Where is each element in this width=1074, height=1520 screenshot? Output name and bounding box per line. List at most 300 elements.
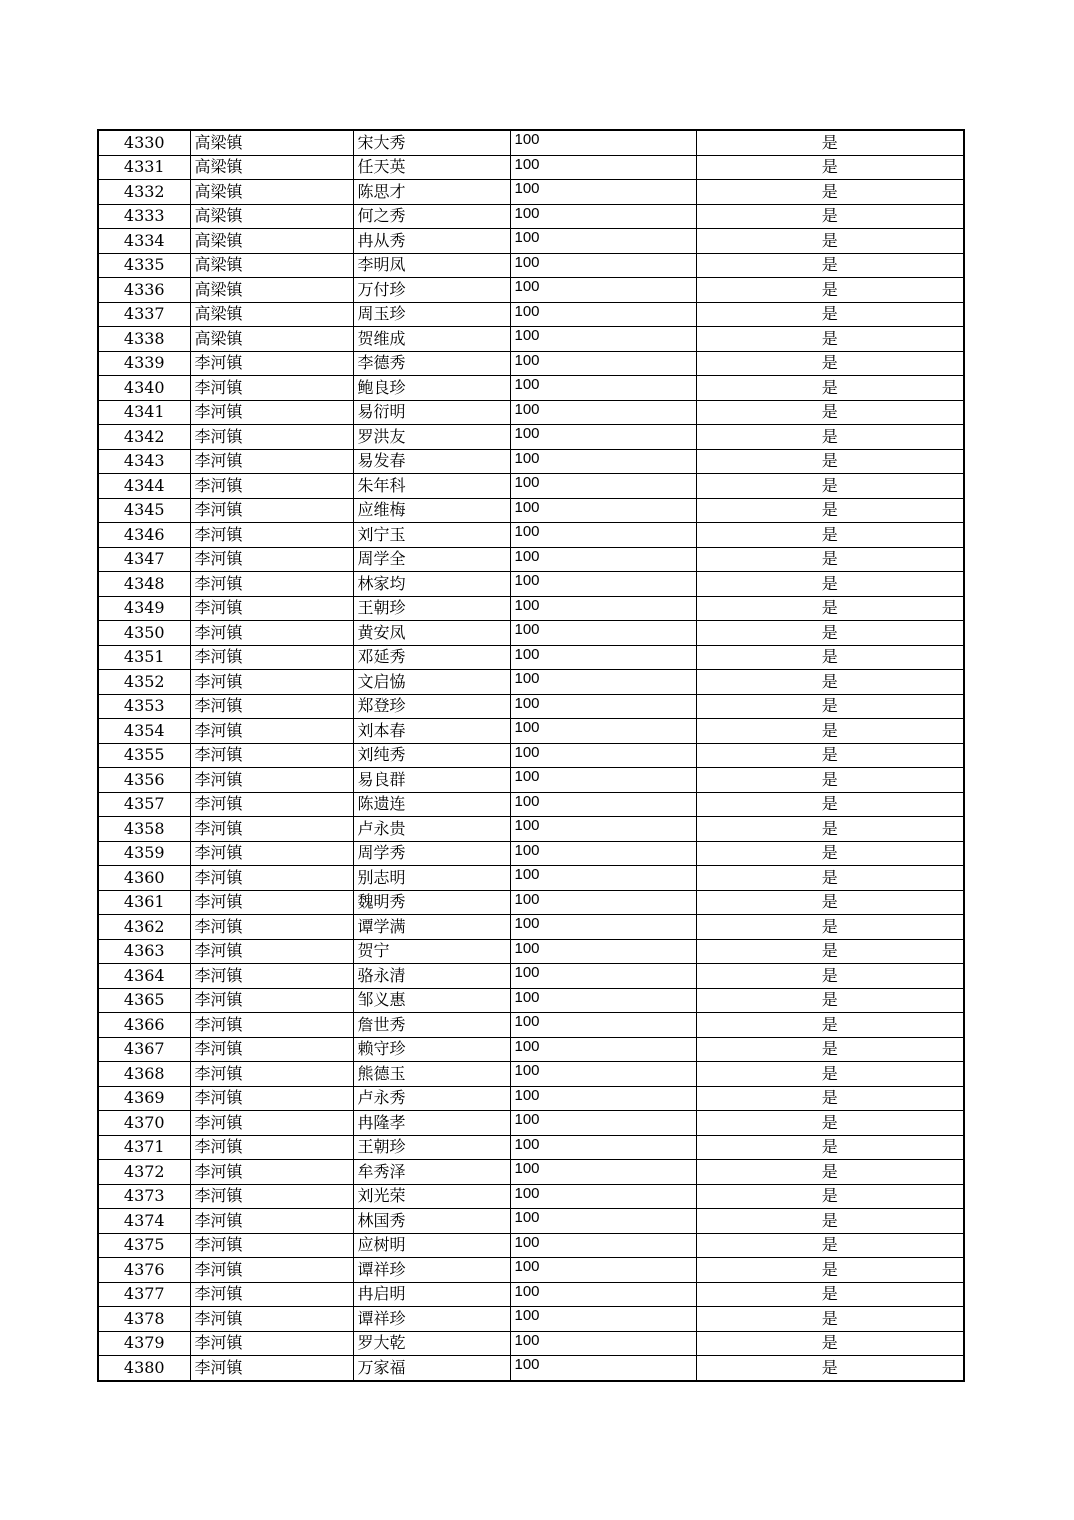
person-name-cell: 冉从秀 [353,229,510,254]
status-flag-cell: 是 [696,376,964,401]
amount-cell: 100 [510,988,696,1013]
person-name-cell: 周玉珍 [353,302,510,327]
amount-cell: 100 [510,572,696,597]
amount-cell: 100 [510,229,696,254]
town-cell: 李河镇 [190,988,353,1013]
person-name-cell: 骆永清 [353,964,510,989]
table-row [98,1233,964,1258]
row-number-cell: 4352 [98,670,190,695]
town-cell: 高梁镇 [190,180,353,205]
town-cell: 李河镇 [190,498,353,523]
status-flag-cell: 是 [696,229,964,254]
town-cell: 李河镇 [190,596,353,621]
row-number-cell: 4349 [98,596,190,621]
person-name-cell: 林家均 [353,572,510,597]
person-name-cell: 易衍明 [353,400,510,425]
town-cell: 李河镇 [190,792,353,817]
amount-cell: 100 [510,400,696,425]
table-row [98,817,964,842]
amount-cell: 100 [510,1258,696,1283]
row-number-cell: 4367 [98,1037,190,1062]
town-cell: 李河镇 [190,841,353,866]
row-number-cell: 4331 [98,155,190,180]
town-cell: 李河镇 [190,670,353,695]
table-row [98,204,964,229]
town-cell: 高梁镇 [190,253,353,278]
status-flag-cell: 是 [696,792,964,817]
person-name-cell: 谭学满 [353,915,510,940]
person-name-cell: 王朝珍 [353,596,510,621]
town-cell: 李河镇 [190,719,353,744]
table-row [98,547,964,572]
person-name-cell: 黄安凤 [353,621,510,646]
amount-cell: 100 [510,474,696,499]
town-cell: 李河镇 [190,376,353,401]
row-number-cell: 4374 [98,1209,190,1234]
row-number-cell: 4354 [98,719,190,744]
row-number-cell: 4372 [98,1160,190,1185]
row-number-cell: 4351 [98,645,190,670]
row-number-cell: 4369 [98,1086,190,1111]
amount-cell: 100 [510,1062,696,1087]
row-number-cell: 4366 [98,1013,190,1038]
status-flag-cell: 是 [696,890,964,915]
town-cell: 李河镇 [190,915,353,940]
status-flag-cell: 是 [696,1307,964,1332]
amount-cell: 100 [510,1013,696,1038]
town-cell: 李河镇 [190,743,353,768]
table-row [98,1013,964,1038]
town-cell: 李河镇 [190,964,353,989]
town-cell: 李河镇 [190,523,353,548]
status-flag-cell: 是 [696,130,964,155]
town-cell: 李河镇 [190,866,353,891]
row-number-cell: 4356 [98,768,190,793]
person-name-cell: 冉启明 [353,1282,510,1307]
town-cell: 李河镇 [190,890,353,915]
row-number-cell: 4348 [98,572,190,597]
amount-cell: 100 [510,768,696,793]
table-row [98,939,964,964]
amount-cell: 100 [510,792,696,817]
town-cell: 李河镇 [190,1282,353,1307]
amount-cell: 100 [510,1233,696,1258]
row-number-cell: 4341 [98,400,190,425]
row-number-cell: 4376 [98,1258,190,1283]
amount-cell: 100 [510,1209,696,1234]
row-number-cell: 4339 [98,351,190,376]
table-row [98,915,964,940]
row-number-cell: 4353 [98,694,190,719]
status-flag-cell: 是 [696,425,964,450]
table-row [98,278,964,303]
table-row [98,449,964,474]
person-name-cell: 刘光荣 [353,1184,510,1209]
row-number-cell: 4375 [98,1233,190,1258]
amount-cell: 100 [510,964,696,989]
amount-cell: 100 [510,278,696,303]
town-cell: 李河镇 [190,1356,353,1381]
status-flag-cell: 是 [696,1258,964,1283]
status-flag-cell: 是 [696,645,964,670]
person-name-cell: 谭祥珍 [353,1258,510,1283]
status-flag-cell: 是 [696,841,964,866]
town-cell: 李河镇 [190,1307,353,1332]
person-name-cell: 刘本春 [353,719,510,744]
row-number-cell: 4342 [98,425,190,450]
amount-cell: 100 [510,130,696,155]
status-flag-cell: 是 [696,400,964,425]
town-cell: 李河镇 [190,1111,353,1136]
row-number-cell: 4371 [98,1135,190,1160]
status-flag-cell: 是 [696,449,964,474]
row-number-cell: 4359 [98,841,190,866]
table-body [98,130,964,1381]
amount-cell: 100 [510,180,696,205]
person-name-cell: 罗洪友 [353,425,510,450]
row-number-cell: 4336 [98,278,190,303]
town-cell: 李河镇 [190,1013,353,1038]
status-flag-cell: 是 [696,1209,964,1234]
table-row [98,841,964,866]
table-row [98,1209,964,1234]
row-number-cell: 4368 [98,1062,190,1087]
person-name-cell: 任天英 [353,155,510,180]
town-cell: 李河镇 [190,1135,353,1160]
amount-cell: 100 [510,1111,696,1136]
table-row [98,694,964,719]
town-cell: 李河镇 [190,1062,353,1087]
table-row [98,376,964,401]
amount-cell: 100 [510,155,696,180]
amount-cell: 100 [510,1307,696,1332]
row-number-cell: 4333 [98,204,190,229]
table-row [98,743,964,768]
town-cell: 李河镇 [190,817,353,842]
person-name-cell: 鲍良珍 [353,376,510,401]
status-flag-cell: 是 [696,964,964,989]
amount-cell: 100 [510,890,696,915]
table-row [98,1356,964,1381]
person-name-cell: 周学全 [353,547,510,572]
row-number-cell: 4364 [98,964,190,989]
town-cell: 高梁镇 [190,229,353,254]
person-name-cell: 陈遗连 [353,792,510,817]
table-row [98,768,964,793]
table-row [98,180,964,205]
status-flag-cell: 是 [696,253,964,278]
amount-cell: 100 [510,1135,696,1160]
status-flag-cell: 是 [696,670,964,695]
person-name-cell: 卢永秀 [353,1086,510,1111]
status-flag-cell: 是 [696,1160,964,1185]
status-flag-cell: 是 [696,204,964,229]
town-cell: 高梁镇 [190,327,353,352]
status-flag-cell: 是 [696,572,964,597]
amount-cell: 100 [510,645,696,670]
person-name-cell: 邓延秀 [353,645,510,670]
status-flag-cell: 是 [696,155,964,180]
row-number-cell: 4330 [98,130,190,155]
status-flag-cell: 是 [696,1356,964,1381]
town-cell: 李河镇 [190,621,353,646]
table-row [98,596,964,621]
person-name-cell: 万家福 [353,1356,510,1381]
status-flag-cell: 是 [696,743,964,768]
status-flag-cell: 是 [696,278,964,303]
amount-cell: 100 [510,915,696,940]
row-number-cell: 4350 [98,621,190,646]
amount-cell: 100 [510,1086,696,1111]
row-number-cell: 4378 [98,1307,190,1332]
status-flag-cell: 是 [696,988,964,1013]
table-row [98,302,964,327]
town-cell: 李河镇 [190,1331,353,1356]
amount-cell: 100 [510,670,696,695]
table-row [98,670,964,695]
row-number-cell: 4358 [98,817,190,842]
status-flag-cell: 是 [696,547,964,572]
amount-cell: 100 [510,817,696,842]
town-cell: 李河镇 [190,768,353,793]
person-name-cell: 李德秀 [353,351,510,376]
table-row [98,1037,964,1062]
amount-cell: 100 [510,694,696,719]
amount-cell: 100 [510,1037,696,1062]
person-name-cell: 郑登珍 [353,694,510,719]
table-row [98,130,964,155]
town-cell: 李河镇 [190,474,353,499]
town-cell: 李河镇 [190,939,353,964]
amount-cell: 100 [510,1331,696,1356]
town-cell: 李河镇 [190,449,353,474]
row-number-cell: 4360 [98,866,190,891]
person-name-cell: 刘纯秀 [353,743,510,768]
status-flag-cell: 是 [696,1233,964,1258]
town-cell: 李河镇 [190,1160,353,1185]
table-row [98,229,964,254]
row-number-cell: 4373 [98,1184,190,1209]
amount-cell: 100 [510,302,696,327]
row-number-cell: 4343 [98,449,190,474]
table-row [98,792,964,817]
town-cell: 李河镇 [190,1209,353,1234]
amount-cell: 100 [510,327,696,352]
status-flag-cell: 是 [696,694,964,719]
table-row [98,155,964,180]
row-number-cell: 4344 [98,474,190,499]
table-row [98,1086,964,1111]
amount-cell: 100 [510,253,696,278]
town-cell: 李河镇 [190,694,353,719]
town-cell: 李河镇 [190,1086,353,1111]
town-cell: 高梁镇 [190,204,353,229]
person-name-cell: 宋大秀 [353,130,510,155]
status-flag-cell: 是 [696,817,964,842]
table-row [98,1282,964,1307]
table-row [98,1062,964,1087]
person-name-cell: 朱年科 [353,474,510,499]
status-flag-cell: 是 [696,719,964,744]
table-row [98,474,964,499]
amount-cell: 100 [510,204,696,229]
person-name-cell: 周学秀 [353,841,510,866]
status-flag-cell: 是 [696,351,964,376]
town-cell: 高梁镇 [190,155,353,180]
person-name-cell: 应维梅 [353,498,510,523]
status-flag-cell: 是 [696,1184,964,1209]
data-table [97,129,965,1382]
amount-cell: 100 [510,449,696,474]
person-name-cell: 詹世秀 [353,1013,510,1038]
row-number-cell: 4338 [98,327,190,352]
person-name-cell: 刘宁玉 [353,523,510,548]
table-row [98,719,964,744]
amount-cell: 100 [510,1282,696,1307]
table-row [98,1135,964,1160]
row-number-cell: 4379 [98,1331,190,1356]
amount-cell: 100 [510,425,696,450]
person-name-cell: 罗大乾 [353,1331,510,1356]
town-cell: 李河镇 [190,400,353,425]
amount-cell: 100 [510,939,696,964]
status-flag-cell: 是 [696,1331,964,1356]
amount-cell: 100 [510,1160,696,1185]
row-number-cell: 4377 [98,1282,190,1307]
amount-cell: 100 [510,376,696,401]
amount-cell: 100 [510,351,696,376]
town-cell: 李河镇 [190,1037,353,1062]
row-number-cell: 4361 [98,890,190,915]
row-number-cell: 4345 [98,498,190,523]
row-number-cell: 4357 [98,792,190,817]
town-cell: 李河镇 [190,1184,353,1209]
person-name-cell: 卢永贵 [353,817,510,842]
table-row [98,964,964,989]
table-row [98,253,964,278]
status-flag-cell: 是 [696,768,964,793]
person-name-cell: 谭祥珍 [353,1307,510,1332]
town-cell: 高梁镇 [190,302,353,327]
status-flag-cell: 是 [696,621,964,646]
row-number-cell: 4334 [98,229,190,254]
status-flag-cell: 是 [696,596,964,621]
row-number-cell: 4340 [98,376,190,401]
table-row [98,572,964,597]
row-number-cell: 4347 [98,547,190,572]
row-number-cell: 4335 [98,253,190,278]
amount-cell: 100 [510,1356,696,1381]
person-name-cell: 贺宁 [353,939,510,964]
person-name-cell: 冉隆孝 [353,1111,510,1136]
town-cell: 李河镇 [190,1258,353,1283]
person-name-cell: 贺维成 [353,327,510,352]
town-cell: 高梁镇 [190,130,353,155]
status-flag-cell: 是 [696,1013,964,1038]
status-flag-cell: 是 [696,180,964,205]
row-number-cell: 4346 [98,523,190,548]
amount-cell: 100 [510,621,696,646]
status-flag-cell: 是 [696,915,964,940]
status-flag-cell: 是 [696,1135,964,1160]
table-row [98,866,964,891]
table-row [98,523,964,548]
status-flag-cell: 是 [696,866,964,891]
person-name-cell: 易发春 [353,449,510,474]
table-row [98,1331,964,1356]
town-cell: 李河镇 [190,572,353,597]
person-name-cell: 邹义惠 [353,988,510,1013]
row-number-cell: 4363 [98,939,190,964]
status-flag-cell: 是 [696,498,964,523]
row-number-cell: 4380 [98,1356,190,1381]
table-row [98,890,964,915]
amount-cell: 100 [510,547,696,572]
status-flag-cell: 是 [696,1086,964,1111]
row-number-cell: 4332 [98,180,190,205]
town-cell: 李河镇 [190,547,353,572]
amount-cell: 100 [510,719,696,744]
table-row [98,400,964,425]
status-flag-cell: 是 [696,1282,964,1307]
status-flag-cell: 是 [696,302,964,327]
person-name-cell: 何之秀 [353,204,510,229]
table-row [98,988,964,1013]
town-cell: 李河镇 [190,425,353,450]
row-number-cell: 4362 [98,915,190,940]
person-name-cell: 林国秀 [353,1209,510,1234]
amount-cell: 100 [510,596,696,621]
person-name-cell: 陈思才 [353,180,510,205]
row-number-cell: 4365 [98,988,190,1013]
person-name-cell: 赖守珍 [353,1037,510,1062]
table-row [98,1307,964,1332]
town-cell: 李河镇 [190,351,353,376]
table-row [98,645,964,670]
status-flag-cell: 是 [696,1111,964,1136]
person-name-cell: 李明凤 [353,253,510,278]
person-name-cell: 别志明 [353,866,510,891]
table-row [98,1258,964,1283]
row-number-cell: 4355 [98,743,190,768]
person-name-cell: 魏明秀 [353,890,510,915]
town-cell: 高梁镇 [190,278,353,303]
status-flag-cell: 是 [696,1062,964,1087]
person-name-cell: 万付珍 [353,278,510,303]
table-row [98,327,964,352]
amount-cell: 100 [510,743,696,768]
person-name-cell: 王朝珍 [353,1135,510,1160]
status-flag-cell: 是 [696,327,964,352]
status-flag-cell: 是 [696,474,964,499]
amount-cell: 100 [510,1184,696,1209]
person-name-cell: 应树明 [353,1233,510,1258]
table-row [98,1160,964,1185]
table-row [98,1184,964,1209]
status-flag-cell: 是 [696,523,964,548]
table-row [98,498,964,523]
status-flag-cell: 是 [696,939,964,964]
amount-cell: 100 [510,841,696,866]
status-flag-cell: 是 [696,1037,964,1062]
table-row [98,425,964,450]
town-cell: 李河镇 [190,645,353,670]
table-row [98,621,964,646]
table-row [98,1111,964,1136]
person-name-cell: 文启恊 [353,670,510,695]
person-name-cell: 牟秀泽 [353,1160,510,1185]
town-cell: 李河镇 [190,1233,353,1258]
